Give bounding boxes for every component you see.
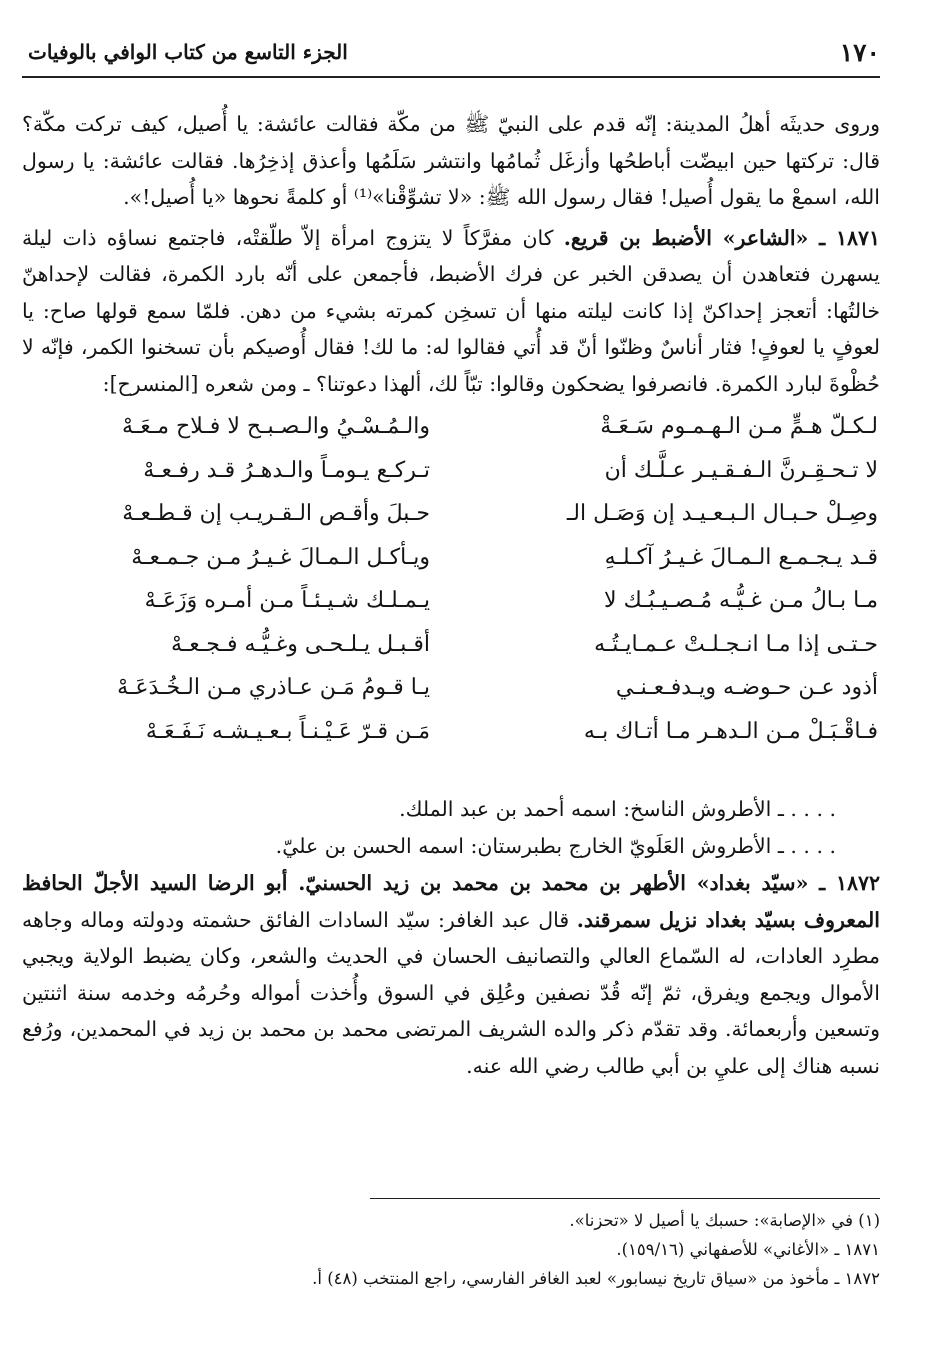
verse-second-hemistich: مَـن قـرّ عَـيْـنـاً بـعـيـشـه نَـفَـعَـهْ — [145, 718, 430, 744]
footnote-rule — [370, 1198, 880, 1199]
verse-line — [22, 579, 880, 623]
verse-first-hemistich: لـكـلّ هـمٍّ مـن الـهـمـوم سَـعَـةْ — [600, 414, 878, 439]
verse-second-hemistich: يـمـلـك شـيـئـاً مـن أمـره وَزَعَـهْ — [144, 588, 430, 613]
verse-second-hemistich: يـا قـومُ مَـن عـاذري مـن الـخُـدَعَـهْ — [117, 675, 430, 700]
footnote: (١) في «الإصابة»: حسبك يا أصيل لا «تحزنا». — [569, 1211, 880, 1230]
entry-1871-heading: ١٨٧١ ـ «الشاعر» الأضبط بن قريع. — [563, 225, 880, 250]
running-title: الجزء التاسع من كتاب الوافي بالوفيات — [28, 40, 348, 64]
verse-second-hemistich: والـمُـسْـيُ والـصـبـح لا فـلاح مـعَـهْ — [121, 414, 430, 439]
verse-second-hemistich: تـركـع يـومـاً والـدهـرُ قـد رفـعـهْ — [143, 457, 430, 483]
verse-first-hemistich: حـتـى إذا مـا انـجـلـتْ عـمـايـتُـه — [594, 631, 878, 657]
cross-reference: . . . . ـ الأطروش الناسخ: اسمه أحمد بن عبد الملك. — [399, 797, 836, 821]
verse-line — [22, 536, 880, 580]
verse-first-hemistich: وصِـلْ حـبـال الـبـعـيـد إن وَصَـل الـ — [566, 501, 878, 526]
header-rule — [22, 76, 880, 78]
verse-line — [22, 492, 880, 536]
verse-line — [22, 666, 880, 710]
entry-1872-heading: ١٨٧٢ ـ «سيّد بغداد» الأطهر بن محمد بن محمد بن زيد الحسنيّ. أبو الرضا السيد الأجلّ الحافظ المعروف بسيّد بغداد نزيل سمرقند. — [22, 871, 880, 932]
page-body — [22, 106, 880, 1084]
verse-line — [22, 449, 880, 493]
entry-1872-text: قال عبد الغافر: سيّد السادات الفائق حشمته ودولته وماله وجاهه مطرِد العادات، له السّماع العالي والتصانيف الحسان في الحديث والشعر، وكان يضبط الولاية ويجبي الأموال ويجمع ويفرق، ثمّ إنّه قُدّ نصفين وعُلِق في السوق وأُخذت أمواله وحُرمُه وخدمه سنة اثنتين وتسعين وأربعمائة. وقد تقدّم ذكر والده الشريف المرتضى محمد بن محمد بن زيد في المحمدين، ورُفع نسبه هناك إلى عليِ بن أبي طالب رضي الله عنه. — [22, 907, 880, 1078]
poem — [22, 405, 880, 753]
verse-line — [22, 710, 880, 754]
paragraph-hadith: وروى حديثَه أهلُ المدينة: إنّه قدم على النبيّ ﷺ من مكّة فقالت عائشة: يا أُصيل، كيف تركت مكّة؟ قال: تركتها حين ابيضّت أباطحُها وأزغَل ثُمامُها وانتشر سَلَمُها وأعذق إذخِرُها. فقالت عائشة: يا رسول الله، اسمعْ ما يقول أُصيل! فقال رسول الله ﷺ: «لا تشوِّقْنا»⁽¹⁾ أو كلمةً نحوها «يا أُصيل!». — [22, 112, 880, 209]
footnote: ١٨٧٢ ـ مأخوذ من «سياق تاريخ نيسابور» لعبد الغافر الفارسي، راجع المنتخب (٤٨) أ. — [312, 1269, 880, 1288]
entry-1872 — [22, 865, 880, 1084]
cross-reference: . . . . ـ الأطروش العَلَويّ الخارج بطبرستان: اسمه الحسن بن عليّ. — [275, 834, 836, 858]
footnotes — [22, 1206, 880, 1293]
verse-first-hemistich: أذود عـن حـوضـه ويـدفـعـنـي — [615, 675, 878, 700]
footnote: ١٨٧١ ـ «الأغاني» للأصفهاني (١٥٩/١٦). — [616, 1240, 880, 1259]
verse-line — [22, 623, 880, 667]
verse-second-hemistich: ويـأكـل الـمـالَ غـيـرُ مـن جـمـعـهْ — [131, 544, 430, 570]
entry-1871 — [22, 220, 880, 403]
verse-second-hemistich: حـبلَ وأقـص الـقـريـب إن قـطـعـهْ — [122, 501, 430, 526]
verse-line — [22, 405, 880, 449]
verse-second-hemistich: أقـبـل يـلـحـى وغـيُّـه فـجـعـهْ — [171, 631, 430, 657]
verse-first-hemistich: قـد يـجـمـع الـمـالَ غـيـرُ آكـلـهِ — [604, 544, 878, 570]
page-number: ١٧٠ — [839, 38, 880, 67]
verse-first-hemistich: لا تـحـقِـرنَّ الـفـقـيـر عـلَّـك أن — [604, 457, 878, 483]
entry-1871-text: كان مفرَّكاً لا يتزوج امرأة إلاّ طلّقتْه، فاجتمع نساؤه ذات ليلة يسهرن فتعاهدن أن يصدقن الخبر عن فرك الأضبط، فأجمعن على أنّه بارد الكمرة، فقالت لإحداهنّ خالتُها: أتعجز إحداكنّ إذا كانت ليلته منها أن تسخِن كمرته بشيء من دهن. فلمّا سمع قولها صاح: يا لعوفٍ يا لعوفٍ! فثار أناسٌ وظنّوا أنّ قد أُتي فقالوا له: ما لك! فقال أُوصيكم بأن تسخنوا الكمر، فإنّه لا حُظْوةَ لبارد الكمرة. فانصرفوا يضحكون وقالوا: تبّاً لك، ألهذا دعوتنا؟ ـ ومن شعره [المنسرح]: — [22, 225, 880, 396]
page-header — [28, 30, 880, 70]
verse-first-hemistich: مـا بـالُ مـن غـيُّـه مُـصـيـبُـك لا — [604, 588, 878, 613]
verse-first-hemistich: فـاقْـبَـلْ مـن الـدهـر مـا أتـاك بـه — [583, 718, 878, 744]
